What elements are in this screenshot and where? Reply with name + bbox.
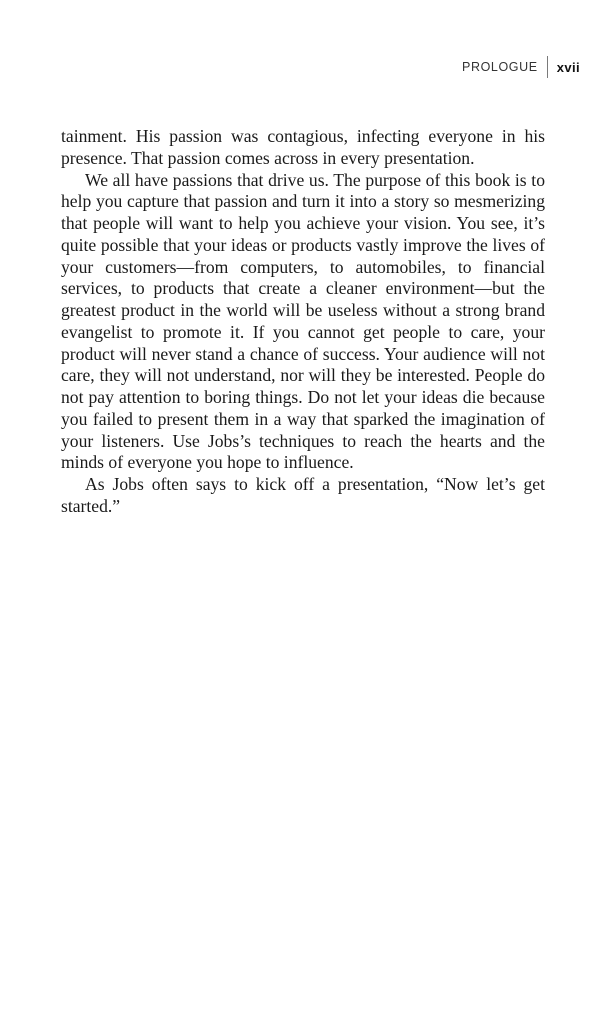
section-title: PROLOGUE: [462, 60, 538, 74]
body-text: [61, 126, 545, 518]
running-header: [462, 56, 580, 78]
page-number: xvii: [556, 59, 580, 75]
paragraph-closing: As Jobs often says to kick off a presentation, “Now let’s get started.”: [61, 474, 545, 516]
paragraph-passions: We all have passions that drive us. The purpose of this book is to help you capture that passion and turn it into a story so mesmerizing that people will want to help you achieve your vision. You see, it’s quite possible that your ideas or products vastly improve the lives of your customers—from computers, to automobiles, to financial services, to products that create a cleaner environment—but the greatest product in the world will be useless without a strong brand evangelist to promote it. If you cannot get people to care, your product will never stand a chance of success. Your audience will not care, they will not understand, nor will they be interested. People do not pay attention to boring things. Do not let your ideas die because you failed to present them in a way that sparked the imagination of your listeners. Use Jobs’s techniques to reach the hearts and the minds of everyone you hope to influence.: [61, 169, 545, 473]
paragraph-continued: tainment. His passion was contagious, infecting everyone in his presence. That passion comes across in every presentation.: [61, 126, 545, 168]
